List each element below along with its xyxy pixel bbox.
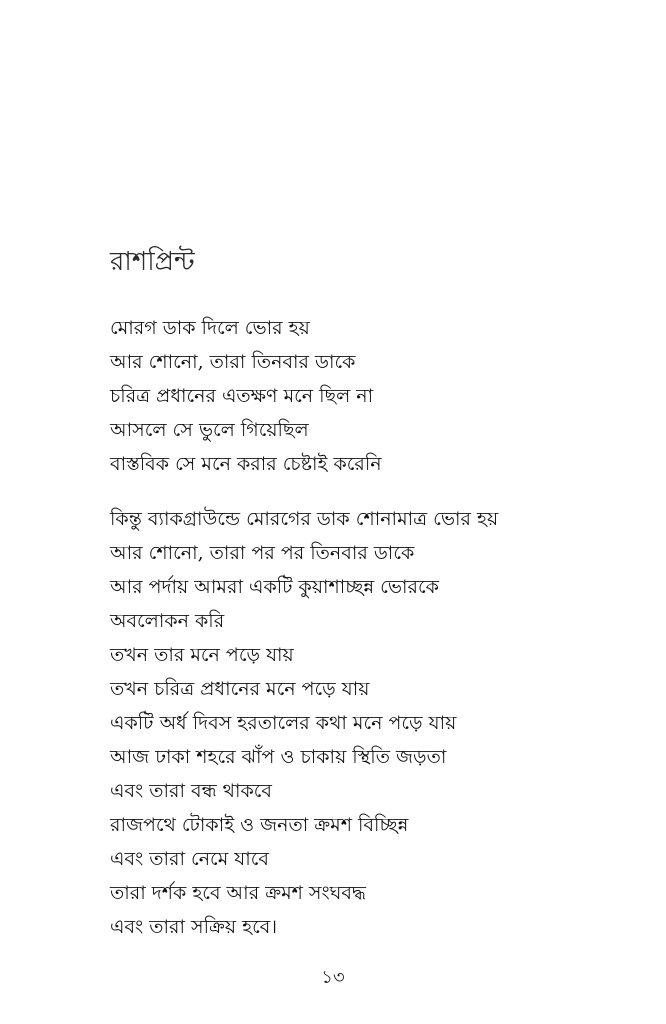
poem-line: এবং তারা নেমে যাবে [110, 848, 269, 870]
poem-line: তারা দর্শক হবে আর ক্রমশ সংঘবদ্ধ [110, 882, 366, 904]
page-number: ১৩ [321, 967, 345, 988]
poem-title: রাশপ্রিন্ট [110, 247, 195, 277]
poem-line: মোরগ ডাক দিলে ভোর হয় [110, 317, 310, 339]
poem-line: রাজপথে টোকাই ও জনতা ক্রমশ বিচ্ছিন্ন [110, 814, 409, 836]
stanza-1 [110, 311, 382, 481]
poem-line: তখন তার মনে পড়ে যায় [110, 644, 294, 666]
poem-line: তখন চরিত্র প্রধানের মনে পড়ে যায় [110, 678, 370, 700]
stanza-2 [110, 502, 498, 944]
poem-line: এবং তারা সক্রিয় হবে। [110, 916, 278, 938]
poem-line: একটি অর্ধ দিবস হরতালের কথা মনে পড়ে যায় [110, 712, 457, 734]
poem-line: আজ ঢাকা শহরে ঝাঁপ ও চাকায় স্থিতি জড়তা [110, 746, 447, 768]
poem-line: বাস্তবিক সে মনে করার চেষ্টাই করেনি [110, 453, 382, 475]
poem-line: অবলোকন করি [110, 610, 225, 632]
poem-line: আর শোনো, তারা তিনবার ডাকে [110, 351, 356, 373]
poem-line: আসলে সে ভুলে গিয়েছিল [110, 419, 309, 441]
poem-line: আর পর্দায় আমরা একটি কুয়াশাচ্ছন্ন ভোরকে [110, 576, 439, 598]
poem-line: এবং তারা বন্ধ থাকবে [110, 780, 272, 802]
poem-line: চরিত্র প্রধানের এতক্ষণ মনে ছিল না [110, 385, 374, 407]
poem-line: কিন্তু ব্যাকগ্রাউন্ডে মোরগের ডাক শোনামাত্র ভোর হয় [110, 508, 499, 530]
poem-line: আর শোনো, তারা পর পর তিনবার ডাকে [110, 542, 415, 564]
